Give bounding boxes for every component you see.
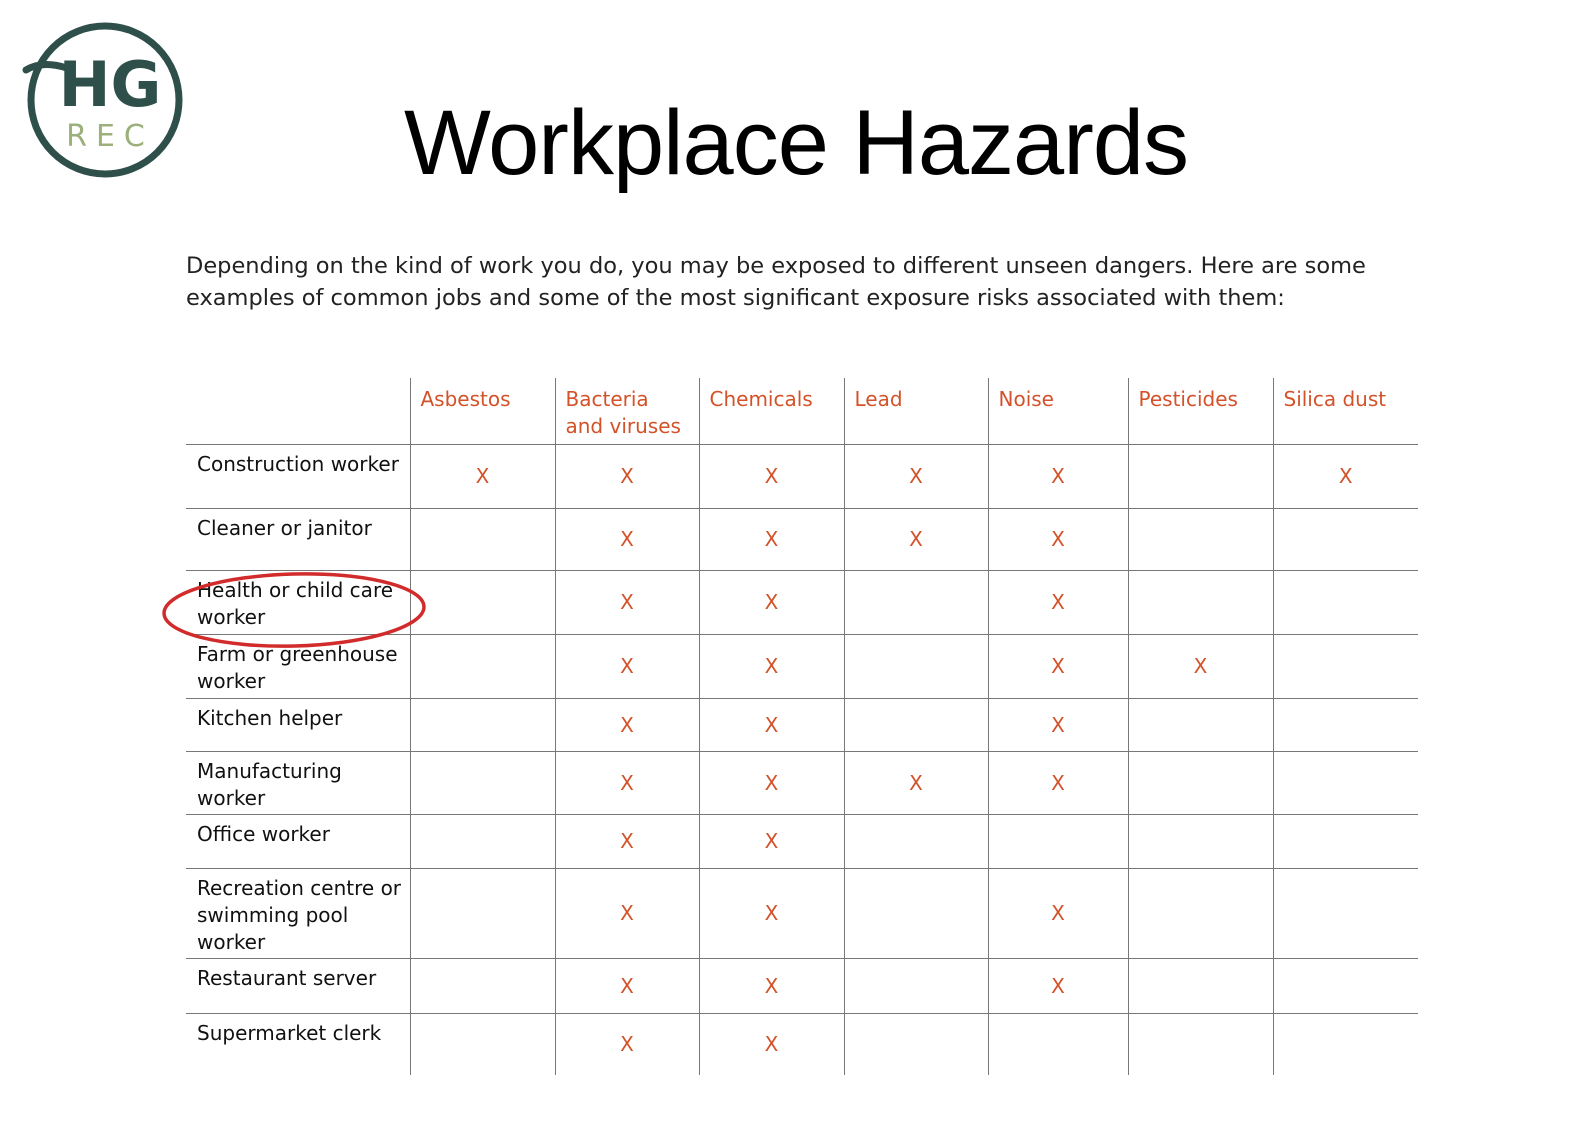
table-row <box>186 508 1418 570</box>
hazard-mark: X <box>555 751 699 814</box>
column-header: Pesticides <box>1128 378 1273 444</box>
hazard-mark: X <box>555 570 699 634</box>
hazard-mark: X <box>699 634 844 698</box>
job-label: Recreation centre or swimming pool worker <box>197 875 402 954</box>
hazards-table <box>186 378 1418 1075</box>
hazard-mark <box>1128 570 1273 634</box>
hazard-mark <box>1128 444 1273 508</box>
table-row <box>186 814 1418 868</box>
table-row <box>186 1013 1418 1075</box>
hazard-mark: X <box>988 868 1128 958</box>
hazard-mark: X <box>555 444 699 508</box>
table-row <box>186 751 1418 814</box>
hazard-mark <box>1273 508 1418 570</box>
hazard-mark: X <box>699 698 844 751</box>
hazard-mark <box>1128 751 1273 814</box>
hazard-mark: X <box>555 958 699 1013</box>
hazard-mark <box>1273 868 1418 958</box>
hazard-mark: X <box>699 444 844 508</box>
hazard-mark <box>844 570 988 634</box>
hazard-mark: X <box>988 508 1128 570</box>
hazard-mark <box>410 868 555 958</box>
hazard-mark <box>1273 570 1418 634</box>
table-row <box>186 444 1418 508</box>
hazard-mark: X <box>410 444 555 508</box>
hazard-mark: X <box>844 444 988 508</box>
hazard-mark <box>410 698 555 751</box>
highlight-circle <box>160 570 430 652</box>
hazard-mark: X <box>699 958 844 1013</box>
job-label: Cleaner or janitor <box>197 515 372 540</box>
hazard-mark <box>844 1013 988 1075</box>
column-header: Bacteria and viruses <box>555 378 699 444</box>
job-label: Health or child care worker <box>197 577 394 629</box>
hazard-mark: X <box>988 634 1128 698</box>
hazard-mark <box>1128 508 1273 570</box>
hazard-mark <box>1273 751 1418 814</box>
hazard-mark <box>1273 634 1418 698</box>
hazard-mark <box>410 634 555 698</box>
column-header: Asbestos <box>410 378 555 444</box>
hazard-mark: X <box>1273 444 1418 508</box>
hazard-mark <box>844 698 988 751</box>
job-label: Supermarket clerk <box>197 1020 382 1045</box>
job-label: Restaurant server <box>197 965 377 990</box>
job-label: Kitchen helper <box>197 705 343 730</box>
logo-subtext: REC <box>66 119 154 154</box>
hazard-mark <box>410 570 555 634</box>
hazard-mark: X <box>555 814 699 868</box>
hazard-mark: X <box>988 751 1128 814</box>
table-row <box>186 698 1418 751</box>
hazard-mark <box>988 814 1128 868</box>
hazard-mark <box>410 958 555 1013</box>
job-label: Farm or greenhouse worker <box>197 641 398 693</box>
hazard-mark <box>988 1013 1128 1075</box>
hazard-mark: X <box>699 508 844 570</box>
hazard-mark: X <box>988 570 1128 634</box>
hazard-mark: X <box>555 508 699 570</box>
hazard-mark <box>1128 868 1273 958</box>
column-header: Lead <box>844 378 988 444</box>
column-header: Noise <box>988 378 1128 444</box>
hazard-mark <box>1128 958 1273 1013</box>
hazard-mark: X <box>555 698 699 751</box>
hazard-mark: X <box>555 634 699 698</box>
hazard-mark <box>844 958 988 1013</box>
table-row <box>186 958 1418 1013</box>
hazard-mark <box>844 814 988 868</box>
page-title: Workplace Hazards <box>403 92 1189 194</box>
hazard-mark <box>1128 814 1273 868</box>
hazard-mark: X <box>699 570 844 634</box>
header-corner <box>186 378 410 444</box>
hazard-mark <box>410 508 555 570</box>
hazard-mark <box>1273 814 1418 868</box>
job-label: Manufacturing worker <box>197 758 342 810</box>
hazard-mark: X <box>699 1013 844 1075</box>
hazard-mark <box>410 751 555 814</box>
table-row <box>186 868 1418 958</box>
hazard-mark <box>1128 698 1273 751</box>
hazard-mark <box>1273 698 1418 751</box>
hazard-mark <box>844 634 988 698</box>
job-label: Construction worker <box>197 451 399 476</box>
hazard-mark: X <box>988 444 1128 508</box>
hazard-mark: X <box>699 751 844 814</box>
hazard-mark <box>844 868 988 958</box>
hazard-mark <box>410 814 555 868</box>
hazard-mark <box>1128 1013 1273 1075</box>
hazard-mark: X <box>555 868 699 958</box>
header-row <box>186 378 1418 444</box>
hazard-mark: X <box>988 698 1128 751</box>
column-header: Chemicals <box>699 378 844 444</box>
hazard-mark: X <box>844 508 988 570</box>
hazard-mark <box>410 1013 555 1075</box>
hazard-mark: X <box>555 1013 699 1075</box>
job-label: Office worker <box>197 821 330 846</box>
hazard-mark: X <box>699 868 844 958</box>
hazard-mark <box>1273 958 1418 1013</box>
logo-letters: HG <box>58 48 162 121</box>
hazard-mark: X <box>988 958 1128 1013</box>
intro-paragraph: Depending on the kind of work you do, you may be exposed to different unseen dangers. Here are some examples of common jobs and some of the most significant exposure risks associated with them: <box>186 253 1366 311</box>
hazard-mark <box>1273 1013 1418 1075</box>
hazard-mark: X <box>699 814 844 868</box>
hazard-mark: X <box>1128 634 1273 698</box>
hazard-mark: X <box>844 751 988 814</box>
column-header: Silica dust <box>1273 378 1418 444</box>
